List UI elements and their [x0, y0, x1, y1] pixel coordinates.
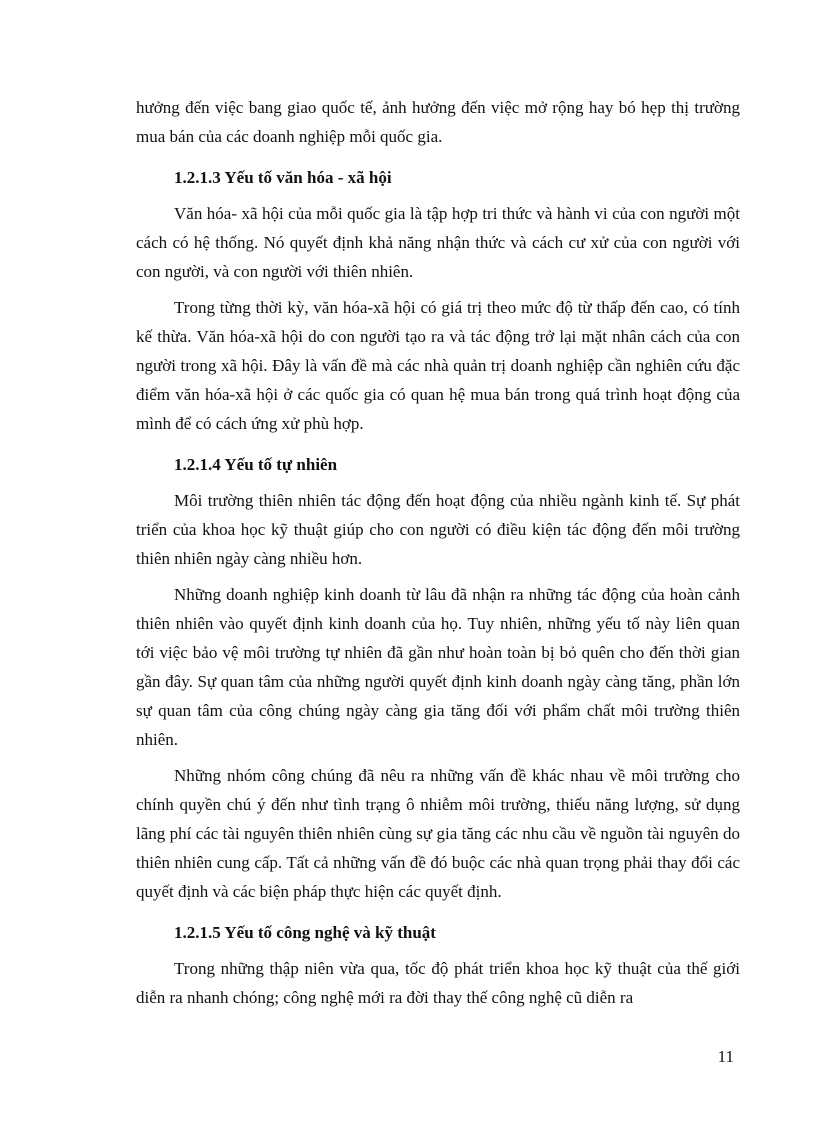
section-heading-natural: 1.2.1.4 Yếu tố tự nhiên	[174, 455, 338, 474]
paragraph-natural-environment: Môi trường thiên nhiên tác động đến hoạt động của nhiều ngành kinh tế. Sự phát triển của khoa học kỹ thuật giúp cho con người có điều kiện tác động đến môi trường thiên nhiên ngày càng nhiều hơn.	[136, 491, 740, 568]
paragraph-business-natural-impact: Những doanh nghiệp kinh doanh từ lâu đã nhận ra những tác động của hoàn cảnh thiên nhiên vào quyết định kinh doanh của họ. Tuy nhiên, những yếu tố này liên quan tới việc bảo vệ môi trường tự nhiên đã gần như hoàn toàn bị bỏ quên cho đến thời gian gần đây. Sự quan tâm của những người quyết định kinh doanh ngày càng tăng, phần lớn sự quan tâm của công chúng ngày càng gia tăng đối với phẩm chất môi trường thiên nhiên.	[136, 585, 740, 749]
paragraph-continued: hưởng đến việc bang giao quốc tế, ảnh hưởng đến việc mở rộng hay bó hẹp thị trường mua bán của các doanh nghiệp mỗi quốc gia.	[136, 98, 740, 146]
page-number: 11	[717, 1047, 734, 1066]
paragraph-culture-definition: Văn hóa- xã hội của mỗi quốc gia là tập hợp tri thức và hành vi của con người một cách có hệ thống. Nó quyết định khả năng nhận thức và cách cư xử của con người với con người, và con người với thiên nhiên.	[136, 204, 740, 281]
section-heading-technology: 1.2.1.5 Yếu tố công nghệ và kỹ thuật	[174, 923, 436, 942]
paragraph-public-concerns: Những nhóm công chúng đã nêu ra những vấn đề khác nhau về môi trường cho chính quyền chú ý đến như tình trạng ô nhiễm môi trường, thiếu năng lượng, sử dụng lãng phí các tài nguyên thiên nhiên cùng sự gia tăng các nhu cầu về nguồn tài nguyên do thiên nhiên cung cấp. Tất cả những vấn đề đó buộc các nhà quan trọng phải thay đổi các quyết định và các biện pháp thực hiện các quyết định.	[136, 766, 740, 901]
section-heading-cultural-social: 1.2.1.3 Yếu tố văn hóa - xã hội	[174, 168, 392, 187]
paragraph-technology-development: Trong những thập niên vừa qua, tốc độ phát triển khoa học kỹ thuật của thế giới diễn ra nhanh chóng; công nghệ mới ra đời thay thế công nghệ cũ diễn ra	[136, 959, 740, 1007]
paragraph-culture-values: Trong từng thời kỳ, văn hóa-xã hội có giá trị theo mức độ từ thấp đến cao, có tính kế thừa. Văn hóa-xã hội do con người tạo ra và tác động trở lại mặt nhân cách của con người trong xã hội. Đây là vấn đề mà các nhà quản trị doanh nghiệp cần nghiên cứu đặc điểm văn hóa-xã hội ở các quốc gia có quan hệ mua bán trong quá trình hoạt động của mình để có cách ứng xử phù hợp.	[136, 298, 740, 433]
page-body	[136, 93, 740, 1012]
